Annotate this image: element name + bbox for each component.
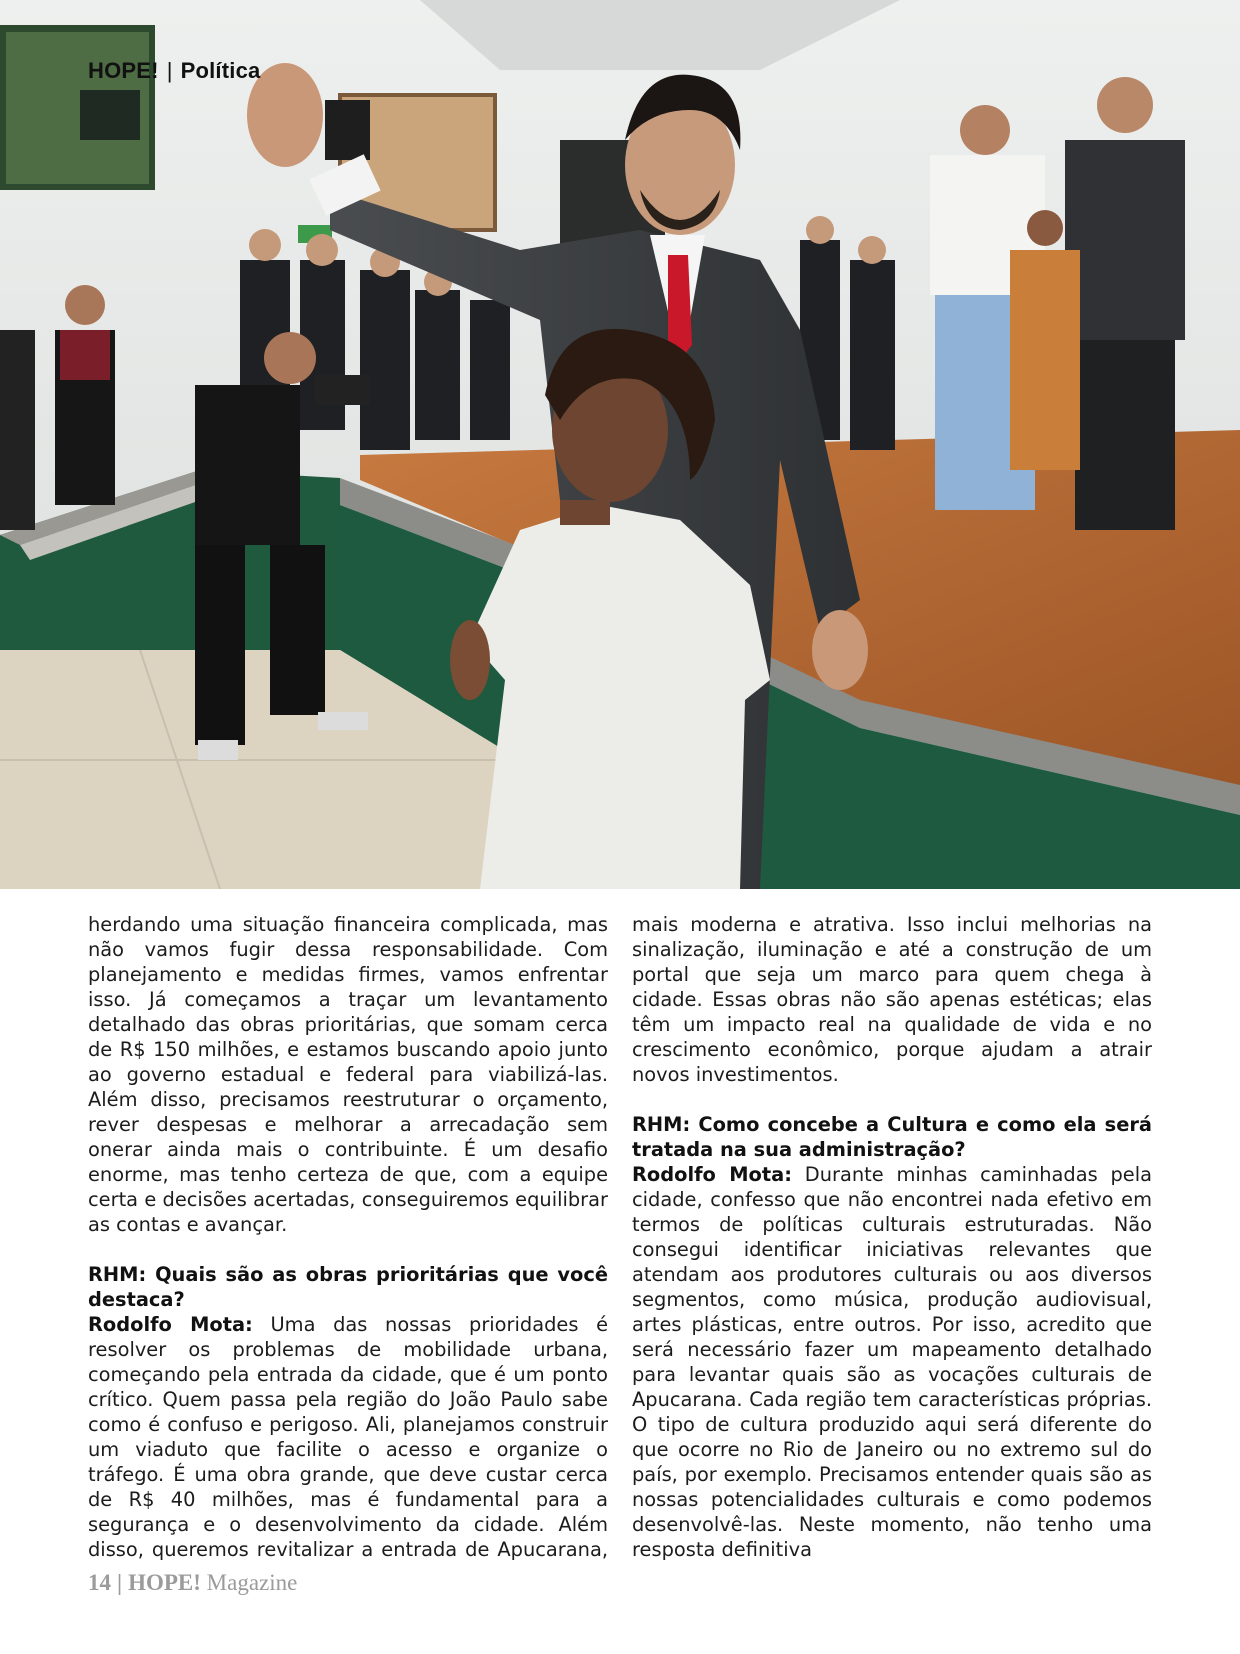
paragraph-gap (632, 1087, 1152, 1112)
speaker-name: Rodolfo Mota: (88, 1313, 253, 1336)
interview-answer (88, 1312, 608, 1562)
page-footer (88, 1570, 297, 1596)
section-tag (88, 58, 260, 84)
interview-question: RHM: Quais são as obras prioritárias que você destaca? (88, 1263, 608, 1311)
left-intro-paragraph: herdando uma situação financeira complicada, mas não vamos fugir dessa responsabilidade. Com planejamento e medidas firmes, vamos enfrentar isso. Já começamos a traçar um levantamento detalhado das obras prioritárias, que somam cerca de R$ 150 milhões, e estamos buscando apoio junto ao governo estadual e federal para viabilizá-las. Além disso, precisamos reestruturar o orçamento, rever despesas e melhorar a arrecadação sem onerar ainda mais o contribuinte. É um desafio enorme, mas tenho certeza de que, com a equipe certa e decisões acertadas, conseguiremos equilibrar as contas e avançar. (88, 913, 608, 1236)
interview-answer (632, 1162, 1152, 1562)
section-name: Política (180, 58, 261, 83)
footer-label: Magazine (206, 1570, 298, 1595)
section-separator: | (166, 58, 173, 83)
paragraph-gap (88, 1237, 608, 1262)
article-column-left (88, 912, 608, 1562)
magazine-name: HOPE! (88, 58, 159, 83)
speaker-name: Rodolfo Mota: (632, 1163, 792, 1186)
footer-brand: HOPE! (128, 1570, 201, 1595)
footer-separator: | (117, 1570, 123, 1595)
answer-text: Durante minhas caminhadas pela cidade, confesso que não encontrei nada efetivo em termos de políticas culturais estruturadas. Não consegui identificar iniciativas relevantes que atendam aos produtores culturais ou aos diversos segmentos, como música, produção audiovisual, artes plásticas, entre outros. Por isso, acredito que será necessário fazer um mapeamento detalhado para levantar quais são as vocações culturais de Apucarana. Cada região tem características próprias. O tipo de cultura produzido aqui será diferente do que ocorre no Rio de Janeiro ou no extremo sul do país, por exemplo. Precisamos entender quais são as nossas potencialidades culturais e como podemos desenvolvê-las. Neste momento, não tenho uma resposta definitiva (632, 1163, 1152, 1561)
article-column-right (632, 912, 1152, 1562)
page-number: 14 (88, 1570, 111, 1595)
right-intro-paragraph: mais moderna e atrativa. Isso inclui melhorias na sinalização, iluminação e até a construção de um portal que seja um marco para quem chega à cidade. Essas obras não são apenas estéticas; elas têm um impacto real na qualidade de vida e no crescimento econômico, porque ajudam a atrair novos investimentos. (632, 913, 1152, 1086)
interview-question: RHM: Como concebe a Cultura e como ela será tratada na sua administração? (632, 1113, 1152, 1161)
answer-text: Uma das nossas prioridades é resolver os problemas de mobilidade urbana, começando pela entrada da cidade, que é um ponto crítico. Quem passa pela região do João Paulo sabe como é confuso e perigoso. Ali, planejamos construir um viaduto que facilite o acesso e organize o tráfego. É uma obra grande, que deve custar cerca de R$ 40 milhões, mas é fundamental para a segurança e o desenvolvimento da cidade. Além disso, queremos revitalizar a entrada de Apucarana, (88, 1313, 608, 1561)
